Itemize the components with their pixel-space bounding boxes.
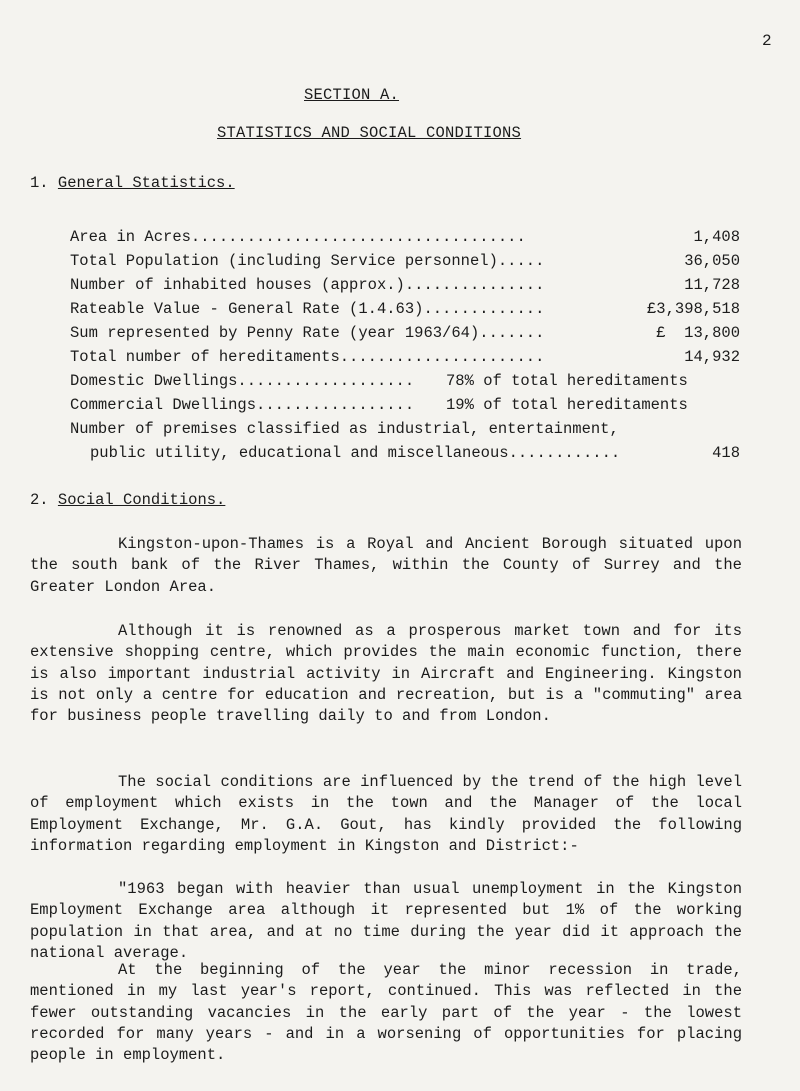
stat-row-rateable-value	[70, 300, 740, 320]
stat-label: Area in Acres....................................	[70, 228, 526, 246]
stat-row-premises-line1	[70, 420, 740, 440]
stat-label: Total number of hereditaments......................	[70, 348, 545, 366]
stat-row-area	[70, 228, 740, 248]
stat-label: Total Population (including Service personnel).....	[70, 252, 545, 270]
quoted-paragraph: "1963 began with heavier than usual unemployment in the Kingston Employment Exchange area although it represented but 1% of the working population in that area, and at no time during the year did it approach the national average.	[30, 880, 742, 962]
stat-row-houses	[70, 276, 740, 296]
stat-label: Sum represented by Penny Rate (year 1963/64).......	[70, 324, 545, 342]
stat-value: 11,728	[684, 276, 740, 294]
stat-label: public utility, educational and miscellaneous............	[90, 444, 621, 462]
stat-row-commercial	[70, 396, 740, 416]
stat-label: Number of premises classified as industrial, entertainment,	[70, 420, 619, 438]
section-subheading: STATISTICS AND SOCIAL CONDITIONS	[217, 124, 522, 142]
paragraph: Kingston-upon-Thames is a Royal and Ancient Borough situated upon the south bank of the River Thames, within the County of Surrey and the Greater London Area.	[30, 535, 742, 596]
stat-value: 36,050	[684, 252, 740, 270]
stat-percentage: 78% of total hereditaments	[446, 372, 688, 390]
stat-label: Domestic Dwellings...................	[70, 372, 415, 390]
page-number: 2	[762, 32, 772, 50]
paragraph: At the beginning of the year the minor recession in trade, mentioned in my last year's report, continued. This was reflected in the fewer outstanding vacancies in the early part of the year - the lowest recorded for many years - and in a worsening of opportunities for placing people in employment.	[30, 961, 742, 1065]
stat-row-population	[70, 252, 740, 272]
general-statistics-title: General Statistics.	[57, 174, 235, 192]
stat-row-hereditaments	[70, 348, 740, 368]
paragraph: Although it is renowned as a prosperous market town and for its extensive shopping centre, which provides the main economic function, there is also important industrial activity in Aircraft and Engineering. Kingston is not only a centre for education and recreation, but is a "commuting" area for business people travelling daily to and from London.	[30, 622, 742, 726]
stat-percentage: 19% of total hereditaments	[446, 396, 688, 414]
stat-row-domestic	[70, 372, 740, 392]
general-statistics-number: 1.	[30, 174, 49, 192]
social-conditions-title: Social Conditions.	[57, 491, 226, 509]
paragraph: The social conditions are influenced by the trend of the high level of employment which exists in the town and the Manager of the local Employment Exchange, Mr. G.A. Gout, has kindly provided the following information regarding employment in Kingston and District:-	[30, 773, 742, 855]
stat-value: £ 13,800	[656, 324, 740, 342]
stat-row-penny-rate	[70, 324, 740, 344]
general-statistics-heading	[30, 174, 235, 192]
stat-label: Commercial Dwellings.................	[70, 396, 415, 414]
social-conditions-heading	[30, 491, 225, 509]
stat-value: 14,932	[684, 348, 740, 366]
social-conditions-number: 2.	[30, 491, 49, 509]
stat-value: 418	[712, 444, 740, 462]
stat-label: Rateable Value - General Rate (1.4.63).............	[70, 300, 545, 318]
stat-value: 1,408	[693, 228, 740, 246]
stat-row-premises-line2	[70, 444, 740, 464]
section-heading: SECTION A.	[304, 86, 400, 104]
stat-label: Number of inhabited houses (approx.)...............	[70, 276, 545, 294]
stat-value: £3,398,518	[646, 300, 740, 318]
